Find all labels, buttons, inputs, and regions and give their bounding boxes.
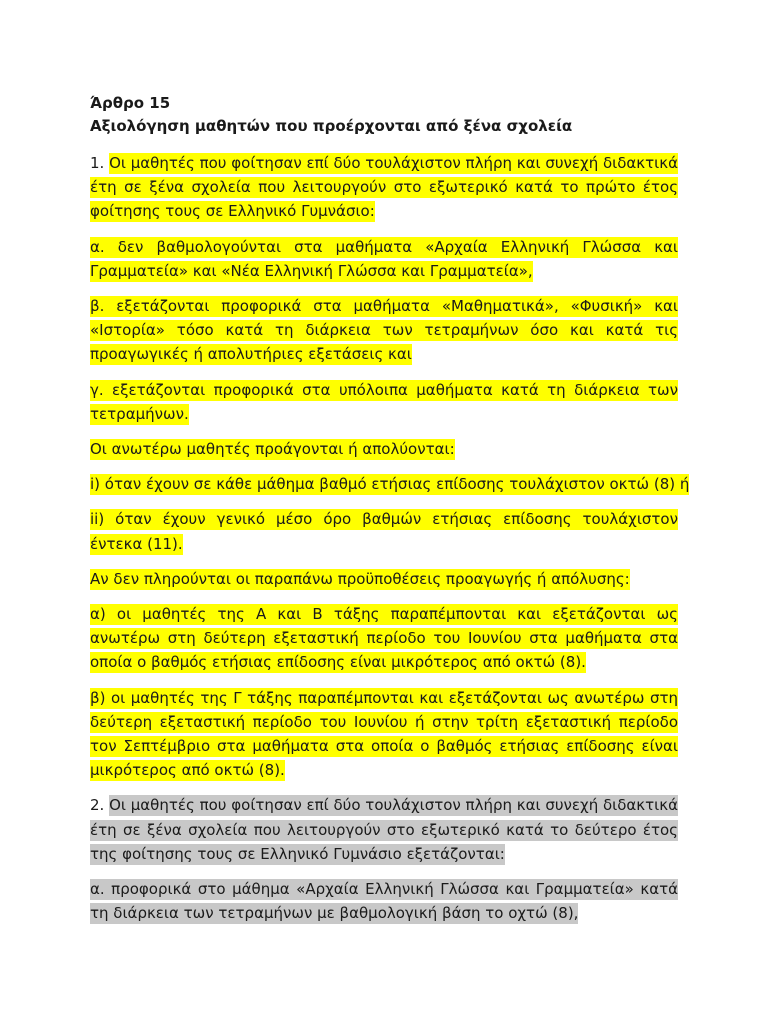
paragraph-1-item-b: β. εξετάζονται προφορικά στα μαθήματα «Μαθηματικά», «Φυσική» και «Ιστορία» τόσο κατά τη διάρκεια των τετραμήνων όσο και κατά τις προαγωγικές ή απολυτήριες εξετάσεις και (90, 297, 678, 364)
paragraph-1-item-c: γ. εξετάζονται προφορικά στα υπόλοιπα μαθήματα κατά τη διάρκεια των τετραμήνων. (90, 380, 678, 423)
paragraph-1 (90, 151, 678, 224)
promotion-intro: Οι ανωτέρω μαθητές προάγονται ή απολύονται: (90, 440, 455, 459)
unmet-item-b: β) οι μαθητές της Γ τάξης παραπέμπονται και εξετάζονται ως ανωτέρω στη δεύτερη εξεταστική περίοδο του Ιουνίου ή στην τρίτη εξεταστική περίοδο τον Σεπτέμβριο στα μαθήματα στα οποία ο βαθμός ετήσιας επίδοσης είναι μικρότερος από οκτώ (8). (90, 688, 678, 780)
unmet-conditions-intro: Αν δεν πληρούνται οι παραπάνω προϋποθέσεις προαγωγής ή απόλυσης: (90, 569, 630, 588)
paragraph-2 (90, 793, 678, 866)
paragraph-1-item-a: α. δεν βαθμολογούνται στα μαθήματα «Αρχαία Ελληνική Γλώσσα και Γραμματεία» και «Νέα Ελληνική Γλώσσα και Γραμματεία», (90, 237, 678, 280)
document-page (90, 92, 690, 925)
condition-i: i) όταν έχουν σε κάθε μάθημα βαθμό ετήσιας επίδοσης τουλάχιστον οκτώ (8) ή (90, 475, 690, 494)
paragraph-1-number: 1. (90, 154, 110, 172)
unmet-item-a: α) οι μαθητές της Α και Β τάξης παραπέμπονται και εξετάζονται ως ανωτέρω στη δεύτερη εξεταστική περίοδο του Ιουνίου στα μαθήματα στα οποία ο βαθμός ετήσιας επίδοσης είναι μικρότερος από οκτώ (8). (90, 605, 678, 672)
condition-ii: ii) όταν έχουν γενικό μέσο όρο βαθμών ετήσιας επίδοσης τουλάχιστον έντεκα (11). (90, 510, 678, 553)
paragraph-2-number: 2. (90, 796, 110, 815)
paragraph-1-text: Οι μαθητές που φοίτησαν επί δύο τουλάχιστον πλήρη και συνεχή διδακτικά έτη σε ξένα σχολεία που λειτουργούν στο εξωτερικό κατά το πρώτο έτος φοίτησης τους σε Ελληνικό Γυμνάσιο: (90, 154, 678, 221)
article-title: Άρθρο 15 (90, 94, 171, 112)
paragraph-2-item-a: α. προφορικά στο μάθημα «Αρχαία Ελληνική Γλώσσα και Γραμματεία» κατά τη διάρκεια των τετραμήνων με βαθμολογική βάση το οχτώ (8), (90, 880, 678, 923)
paragraph-2-text: Οι μαθητές που φοίτησαν επί δύο τουλάχιστον πλήρη και συνεχή διδακτικά έτη σε ξένα σχολεία που λειτουργούν στο εξωτερικό κατά το δεύτερο έτος της φοίτησης τους σε Ελληνικό Γυμνάσιο εξετάζονται: (90, 796, 678, 863)
article-subtitle: Αξιολόγηση μαθητών που προέρχονται από ξένα σχολεία (90, 117, 573, 135)
